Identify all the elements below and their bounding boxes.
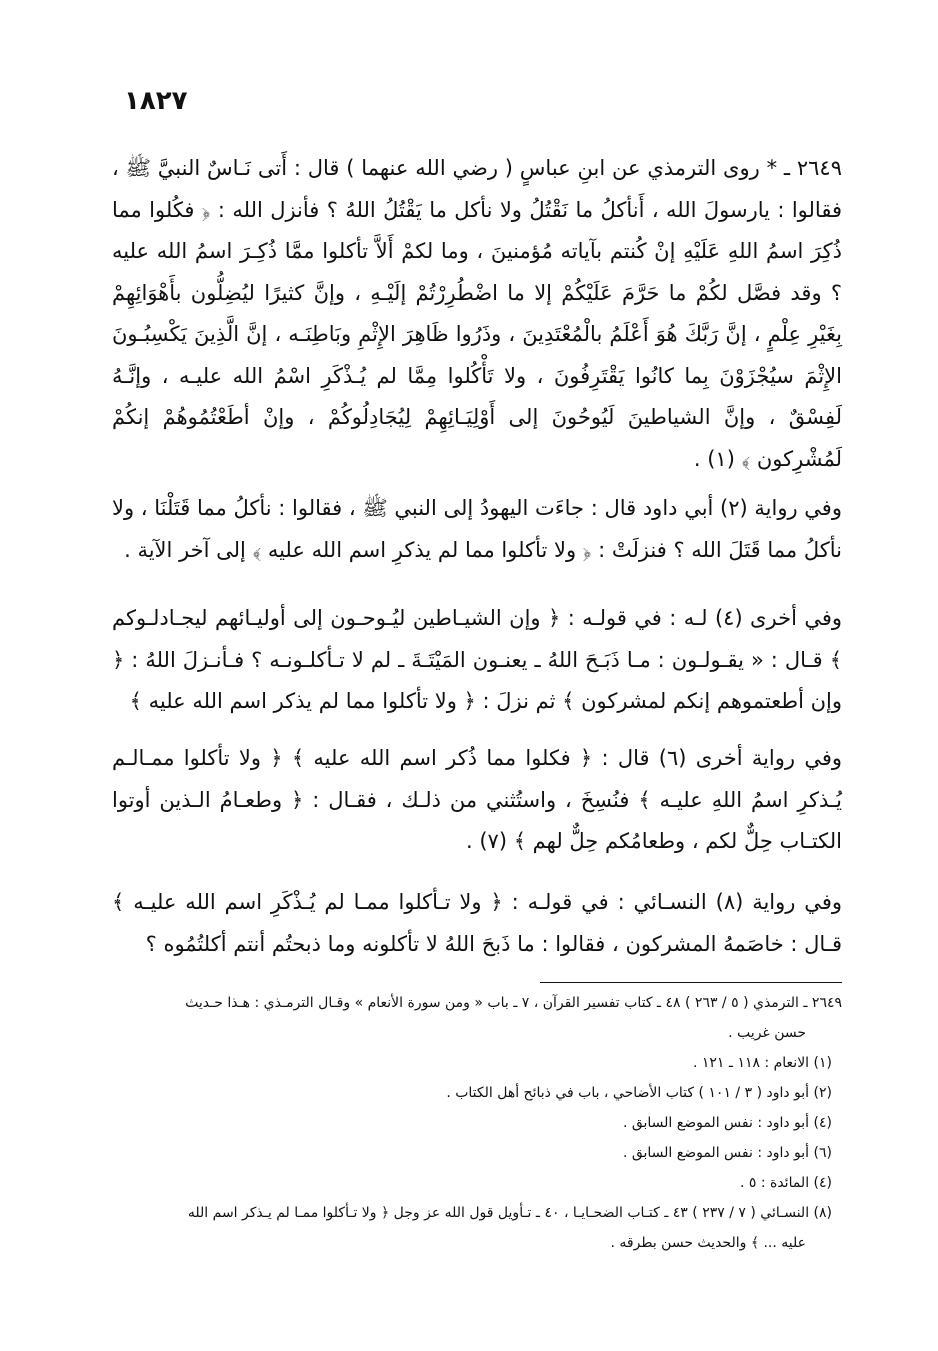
footnote-item: (٢) أبو داود ( ٣ / ١٠١ ) كتاب الأضاحي ، باب في ذبائح أهل الكتاب . <box>446 1085 832 1101</box>
footnote-item: (٤) المائدة : ٥ . <box>739 1175 832 1191</box>
footnote-item: (١) الانعام : ١١٨ ـ ١٢١ . <box>692 1055 832 1071</box>
page-number: ١٨٢٧ <box>124 86 188 116</box>
narration-another: وفي أخرى (٤) لـه : في قولـه : ﴿ وإن الشيـاطين ليُـوحـون إلى أوليـائهم ليجـادلـوكم ﴾ قـال : « يقـولـون : مـا ذَبَـحَ اللهُ ـ يعنـون المَيْتَـةَ ـ لم لا تـأكلـونـه ؟ فـأنـزلَ اللهُ : ﴿ وإن أطعتموهم إنكم لمشركون ﴾ ثم نزلَ : ﴿ ولا تأكلوا مما لم يذكر اسم الله عليه ﴾ <box>112 606 842 713</box>
narration-abu-dawud: وفي رواية (٢) أبي داود قال : جاءَت اليهودُ إلى النبي ﷺ ، فقالوا : نأكلُ مما قَتَلْنَا ، ولا نأكلُ مما قَتَلَ الله ؟ فنزلَتْ : ﴿ ولا تأكلوا مما لم يذكرِ اسم الله عليه ﴾ إلى آخر الآية . <box>112 496 842 562</box>
footnote-item: ٢٦٤٩ ـ الترمذي ( ٥ / ٢٦٣ ) ٤٨ ـ كتاب تفسير القرآن ، ٧ ـ باب « ومن سورة الأنعام » وقـال الترمـذي : هـذا حـديث <box>185 995 842 1011</box>
footnote-continuation: عليه ... ﴾ والحديث حسن بطرقه . <box>610 1235 806 1251</box>
footnote-item: (٤) أبو داود : نفس الموضع السابق . <box>622 1115 832 1131</box>
narration-nasai: وفي رواية (٨) النسـائي : في قولـه : ﴿ ولا تـأكلوا ممـا لم يُـذْكَرِ اسم الله عليـه ﴾ قـال : خاصَمهُ المشركون ، فقالوا : ما ذَبحَ اللهُ لا تأكلونه وما ذبحتُم أنتم أكلتُمُوه ؟ <box>112 890 842 956</box>
footnotes-list <box>112 988 842 1258</box>
footnote-item: (٨) النسـائي ( ٧ / ٢٣٧ ) ٤٣ ـ كتـاب الضحـايـا ، ٤٠ ـ تـأويل قول الله عز وجل ﴿ ولا تـأكلوا ممـا لم يـذكر اسم الله <box>187 1205 832 1221</box>
footnote-continuation: حسن غريب . <box>728 1025 806 1041</box>
hadith-paragraph: ٢٦٤٩ ـ * روى الترمذي عن ابنِ عباسٍ ( رضي الله عنهما ) قال : أَتى نَـاسٌ النبيَّ ﷺ ، فقالوا : يارسولَ الله ، أَنأكلُ ما نَقْتُلُ ولا نأكل ما يَقْتُلُ اللهُ ؟ فأنزل الله : ﴿ فكُلوا مما ذُكِرَ اسمُ اللهِ عَلَيْهِ إنْ كُنتم بآياته مُؤمنينَ ، وما لكمْ أَلاَّ تأكلوا ممَّا ذُكِـرَ اسمُ الله عليه ؟ وقد فصَّل لكُمْ ما حَرَّمَ عَلَيْكُمْ إلا ما اضْطُرِرْتُمْ إلَيْـهِ ، وإنَّ كثيرًا ليُضِلُّون بأَهْوَائِهِمْ بِغَيْرِ عِلْمٍ ، إنَّ رَبَّكَ هُوَ أَعْلَمُ بالْمُعْتَدِينَ ، وذَرُوا ظَاهِرَ الإِثْمِ وبَاطِنَـه ، إنَّ الَّذِينَ يَكْسِبُـونَ الإِثْمَ سيُجْزَوْنَ بِما كانُوا يَقْتَرِفُونَ ، ولا تَأْكُلوا مِمَّا لم يُـذْكَرِ اسْمُ الله عليـه ، وإنَّـهُ لَفِسْقٌ ، وإنَّ الشياطينَ لَيُوحُونَ إلى أَوْلِيَـائِهِمْ لِيُجَادِلُوكُمْ ، وإنْ أطَعْتُمُوهُمْ إنكُمْ لَمُشْرِكون ﴾ (١) . <box>112 156 842 471</box>
footnote-divider <box>540 982 842 983</box>
footnote-item: (٦) أبو داود : نفس الموضع السابق . <box>622 1145 832 1161</box>
narration-another-2: وفي رواية أخرى (٦) قال : ﴿ فكلوا مما ذُكر اسم الله عليه ﴾ ﴿ ولا تأكلوا ممـالـم يُـذكرِ اسمُ اللهِ عليـه ﴾ فنُسِخَ ، واستُثني من ذلـك ، فقـال : ﴿ وطعـامُ الـذين أوتوا الكتـاب حِلٌّ لكم ، وطعامُكم حِلٌّ لهم ﴾ (٧) . <box>112 746 842 853</box>
